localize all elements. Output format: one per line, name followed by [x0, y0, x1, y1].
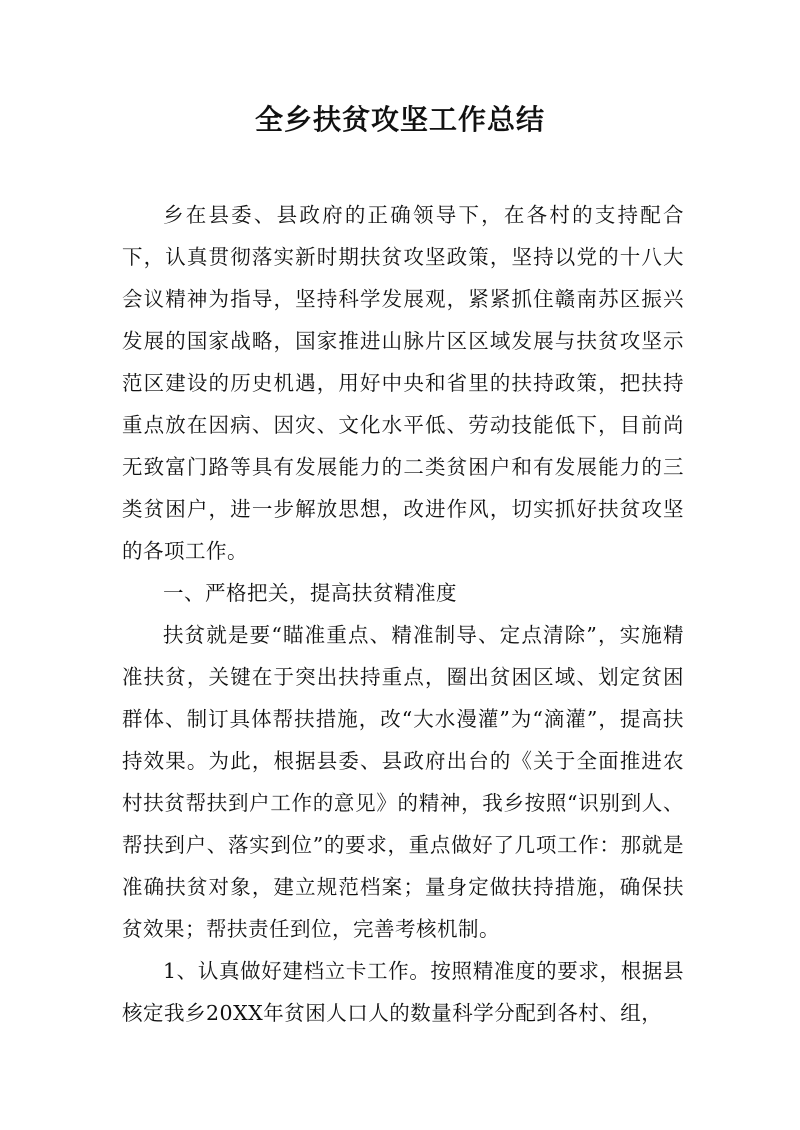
intro-paragraph: 乡在县委、县政府的正确领导下，在各村的支持配合下，认真贯彻落实新时期扶贫攻坚政策，坚持以党的十八大会议精神为指导，坚持科学发展观，紧紧抓住赣南苏区振兴发展的国家战略，国家推进山脉片区区域发展与扶贫攻坚示范区建设的历史机遇，用好中央和省里的扶持政策，把扶持重点放在因病、因灾、文化水平低、劳动技能低下，目前尚无致富门路等具有发展能力的二类贫困户和有发展能力的三类贫困户，进一步解放思想，改进作风，切实抓好扶贫攻坚的各项工作。	[122, 203, 684, 563]
document-title: 全乡扶贫攻坚工作总结	[254, 103, 545, 136]
item-1-paragraph: 1、认真做好建档立卡工作。按照精准度的要求，根据县核定我乡20XX年贫困人口人的数量科学分配到各村、组，	[122, 959, 684, 1025]
section-1-paragraph: 扶贫就是要“瞄准重点、精准制导、定点清除”，实施精准扶贫，关键在于突出扶持重点，圈出贫困区域、划定贫困群体、制订具体帮扶措施，改“大水漫灌”为“滴灌”，提高扶持效果。为此，根据县委、县政府出台的《关于全面推进农村扶贫帮扶到户工作的意见》的精神，我乡按照“识别到人、帮扶到户、落实到位”的要求，重点做好了几项工作：那就是准确扶贫对象，建立规范档案；量身定做扶持措施，确保扶贫效果；帮扶责任到位，完善考核机制。	[122, 623, 684, 941]
document-body	[122, 194, 684, 1034]
section-heading-1: 一、严格把关，提高扶贫精准度	[163, 581, 457, 605]
